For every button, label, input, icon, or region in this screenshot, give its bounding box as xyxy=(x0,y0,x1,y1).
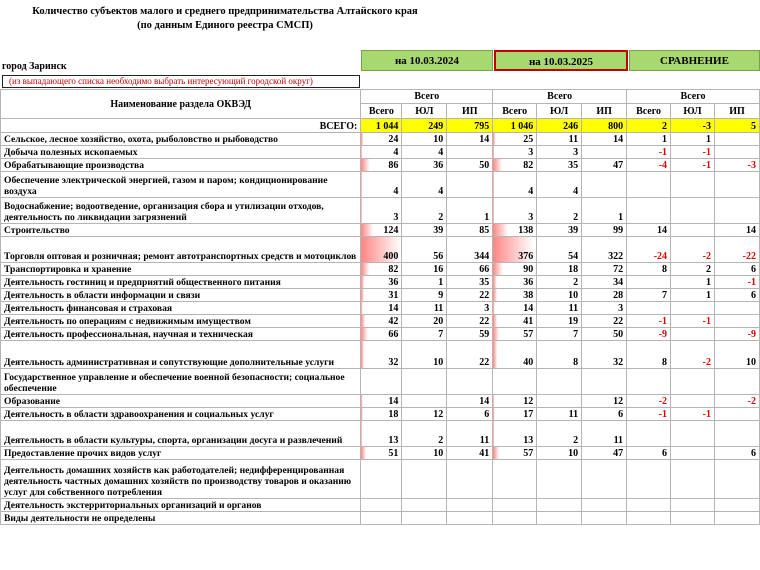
total-cell: 5 xyxy=(714,119,759,133)
value-cell: -1 xyxy=(627,315,671,328)
value-cell: -1 xyxy=(671,146,715,159)
value-cell: 6 xyxy=(627,447,671,460)
value-cell: 3 xyxy=(361,198,402,224)
table-row xyxy=(1,289,760,302)
value-cell: -2 xyxy=(671,341,715,369)
value-cell xyxy=(714,421,759,447)
value-cell: 4 xyxy=(537,172,582,198)
value-cell: 34 xyxy=(582,276,627,289)
value-cell: 57 xyxy=(493,447,537,460)
value-cell: 90 xyxy=(493,263,537,276)
okved-section-name: Строительство xyxy=(1,224,361,237)
value-cell xyxy=(671,369,715,395)
table-row xyxy=(1,395,760,408)
value-cell xyxy=(714,198,759,224)
value-cell: 4 xyxy=(402,146,447,159)
value-cell xyxy=(402,512,447,525)
value-cell: 12 xyxy=(493,395,537,408)
table-row xyxy=(1,369,760,395)
value-cell: 66 xyxy=(447,263,493,276)
value-cell: 31 xyxy=(361,289,402,302)
okved-section-name: Обрабатывающие производства xyxy=(1,159,361,172)
value-cell: -3 xyxy=(714,159,759,172)
table-row xyxy=(1,198,760,224)
value-cell: -2 xyxy=(714,395,759,408)
value-cell xyxy=(627,369,671,395)
value-cell: 32 xyxy=(582,341,627,369)
value-cell xyxy=(582,499,627,512)
value-cell xyxy=(447,172,493,198)
okved-section-name: Деятельность по операциям с недвижимым имуществом xyxy=(1,315,361,328)
value-cell: 54 xyxy=(537,237,582,263)
value-cell xyxy=(493,369,537,395)
value-cell: 2 xyxy=(402,421,447,447)
table-row xyxy=(1,460,760,499)
value-cell: 2 xyxy=(537,276,582,289)
value-cell xyxy=(447,460,493,499)
value-cell: -1 xyxy=(627,146,671,159)
okved-section-name: Деятельность административная и сопутствующие дополнительные услуги xyxy=(1,341,361,369)
value-cell xyxy=(582,146,627,159)
value-cell: -9 xyxy=(714,328,759,341)
value-cell: 10 xyxy=(537,289,582,302)
value-cell xyxy=(714,369,759,395)
value-cell: 47 xyxy=(582,447,627,460)
value-cell xyxy=(714,499,759,512)
value-cell: 322 xyxy=(582,237,627,263)
value-cell: 11 xyxy=(537,133,582,146)
value-cell: -2 xyxy=(671,237,715,263)
value-cell: 22 xyxy=(582,315,627,328)
value-cell xyxy=(714,315,759,328)
value-cell: -4 xyxy=(627,159,671,172)
sub-header: ЮЛ xyxy=(537,104,582,119)
value-cell: 13 xyxy=(361,421,402,447)
value-cell: 14 xyxy=(714,224,759,237)
city-hint: (из выпадающего списка необходимо выбрать интересующий городской округ) xyxy=(2,75,360,88)
value-cell: -1 xyxy=(671,408,715,421)
value-cell xyxy=(671,172,715,198)
value-cell: 6 xyxy=(714,447,759,460)
value-cell: 3 xyxy=(493,198,537,224)
value-cell: -22 xyxy=(714,237,759,263)
report-title: Количество субъектов малого и среднего предпринимательства Алтайского края xyxy=(32,6,418,17)
value-cell xyxy=(361,460,402,499)
value-cell: 8 xyxy=(537,341,582,369)
value-cell xyxy=(537,512,582,525)
value-cell: -1 xyxy=(714,276,759,289)
okved-section-name: Деятельность гостиниц и предприятий общественного питания xyxy=(1,276,361,289)
group-header-2025: Всего xyxy=(493,90,627,104)
value-cell: 10 xyxy=(402,341,447,369)
value-cell: 41 xyxy=(493,315,537,328)
table-row xyxy=(1,302,760,315)
table-row xyxy=(1,447,760,460)
value-cell xyxy=(627,499,671,512)
sub-header: Всего xyxy=(493,104,537,119)
value-cell: 344 xyxy=(447,237,493,263)
value-cell: 57 xyxy=(493,328,537,341)
value-cell xyxy=(537,369,582,395)
value-cell xyxy=(493,499,537,512)
value-cell: 82 xyxy=(493,159,537,172)
value-cell xyxy=(671,499,715,512)
sub-header: ИП xyxy=(714,104,759,119)
okved-section-name: Виды деятельности не определены xyxy=(1,512,361,525)
okved-section-name: Деятельность домашних хозяйств как работодателей; недифференцированная деятельность частных домашних хозяйств по производству товаров и оказанию услуг для собственного потребления xyxy=(1,460,361,499)
value-cell xyxy=(447,146,493,159)
value-cell xyxy=(447,499,493,512)
value-cell: 1 xyxy=(671,289,715,302)
value-cell: 40 xyxy=(493,341,537,369)
value-cell xyxy=(537,395,582,408)
value-cell: -1 xyxy=(671,159,715,172)
table-row xyxy=(1,224,760,237)
value-cell: 8 xyxy=(627,341,671,369)
value-cell xyxy=(537,460,582,499)
value-cell: 85 xyxy=(447,224,493,237)
value-cell: 1 xyxy=(671,133,715,146)
sub-header: ЮЛ xyxy=(671,104,715,119)
value-cell xyxy=(493,460,537,499)
value-cell xyxy=(402,460,447,499)
value-cell xyxy=(447,512,493,525)
value-cell xyxy=(361,512,402,525)
value-cell: 99 xyxy=(582,224,627,237)
value-cell xyxy=(447,369,493,395)
value-cell xyxy=(714,460,759,499)
okved-section-name: Торговля оптовая и розничная; ремонт автотранспортных средств и мотоциклов xyxy=(1,237,361,263)
okved-section-name: Деятельность в области информации и связи xyxy=(1,289,361,302)
value-cell: 50 xyxy=(447,159,493,172)
value-cell: 2 xyxy=(537,421,582,447)
value-cell: 3 xyxy=(582,302,627,315)
okved-section-name: Деятельность экстерриториальных организаций и органов xyxy=(1,499,361,512)
value-cell: 6 xyxy=(447,408,493,421)
value-cell: -1 xyxy=(627,408,671,421)
value-cell: 2 xyxy=(537,198,582,224)
sub-header: Всего xyxy=(627,104,671,119)
table-row xyxy=(1,328,760,341)
value-cell xyxy=(671,224,715,237)
value-cell: 11 xyxy=(537,302,582,315)
value-cell: 39 xyxy=(402,224,447,237)
value-cell: 14 xyxy=(582,133,627,146)
value-cell: 14 xyxy=(361,302,402,315)
value-cell: 32 xyxy=(361,341,402,369)
value-cell: 1 xyxy=(447,198,493,224)
value-cell: 11 xyxy=(537,408,582,421)
value-cell: 28 xyxy=(582,289,627,302)
value-cell: 22 xyxy=(447,341,493,369)
total-label: ВСЕГО: xyxy=(1,119,361,133)
sub-header: ИП xyxy=(582,104,627,119)
value-cell xyxy=(582,512,627,525)
value-cell xyxy=(671,302,715,315)
okved-section-name: Добыча полезных ископаемых xyxy=(1,146,361,159)
value-cell: 4 xyxy=(402,172,447,198)
value-cell: 35 xyxy=(447,276,493,289)
okved-section-name: Водоснабжение; водоотведение, организация сбора и утилизации отходов, деятельность по ликвидации загрязнений xyxy=(1,198,361,224)
okved-section-name: Предоставление прочих видов услуг xyxy=(1,447,361,460)
value-cell: 11 xyxy=(402,302,447,315)
value-cell: 14 xyxy=(447,395,493,408)
value-cell: 22 xyxy=(447,289,493,302)
value-cell xyxy=(671,395,715,408)
value-cell xyxy=(714,146,759,159)
table-row xyxy=(1,408,760,421)
table-row xyxy=(1,512,760,525)
value-cell: 56 xyxy=(402,237,447,263)
value-cell: 3 xyxy=(493,146,537,159)
value-cell: 25 xyxy=(493,133,537,146)
value-cell xyxy=(402,369,447,395)
value-cell: 17 xyxy=(493,408,537,421)
value-cell xyxy=(537,499,582,512)
value-cell xyxy=(627,198,671,224)
table-row xyxy=(1,159,760,172)
value-cell xyxy=(714,133,759,146)
value-cell: 1 xyxy=(627,133,671,146)
value-cell: 36 xyxy=(493,276,537,289)
value-cell: 6 xyxy=(714,289,759,302)
value-cell: 7 xyxy=(402,328,447,341)
value-cell: 86 xyxy=(361,159,402,172)
value-cell: 10 xyxy=(537,447,582,460)
value-cell: 51 xyxy=(361,447,402,460)
value-cell: 9 xyxy=(402,289,447,302)
value-cell: 36 xyxy=(361,276,402,289)
value-cell: 1 xyxy=(582,198,627,224)
value-cell: 18 xyxy=(537,263,582,276)
value-cell: 8 xyxy=(627,263,671,276)
okved-section-name: Деятельность профессиональная, научная и техническая xyxy=(1,328,361,341)
value-cell xyxy=(627,512,671,525)
value-cell: 2 xyxy=(671,263,715,276)
sub-header: ЮЛ xyxy=(402,104,447,119)
table-row xyxy=(1,237,760,263)
value-cell: 7 xyxy=(537,328,582,341)
value-cell: 38 xyxy=(493,289,537,302)
value-cell xyxy=(582,460,627,499)
value-cell: 10 xyxy=(402,447,447,460)
value-cell: 12 xyxy=(402,408,447,421)
value-cell: 376 xyxy=(493,237,537,263)
value-cell xyxy=(671,328,715,341)
value-cell: 14 xyxy=(493,302,537,315)
table-row xyxy=(1,499,760,512)
total-cell: 1 044 xyxy=(361,119,402,133)
table-row xyxy=(1,341,760,369)
value-cell: 22 xyxy=(447,315,493,328)
value-cell: 36 xyxy=(402,159,447,172)
value-cell xyxy=(671,512,715,525)
value-cell: 66 xyxy=(361,328,402,341)
table-row xyxy=(1,146,760,159)
value-cell: 47 xyxy=(582,159,627,172)
value-cell: 6 xyxy=(714,263,759,276)
value-cell: 1 xyxy=(671,276,715,289)
total-cell: -3 xyxy=(671,119,715,133)
value-cell: -2 xyxy=(627,395,671,408)
value-cell: 2 xyxy=(402,198,447,224)
value-cell xyxy=(671,460,715,499)
value-cell xyxy=(671,421,715,447)
value-cell: -9 xyxy=(627,328,671,341)
value-cell xyxy=(582,369,627,395)
value-cell: 16 xyxy=(402,263,447,276)
okved-section-name: Образование xyxy=(1,395,361,408)
table-row xyxy=(1,421,760,447)
value-cell: -24 xyxy=(627,237,671,263)
value-cell: 14 xyxy=(627,224,671,237)
value-cell: 19 xyxy=(537,315,582,328)
value-cell xyxy=(627,460,671,499)
section-header: Наименование раздела ОКВЭД xyxy=(1,90,361,119)
value-cell: 1 xyxy=(402,276,447,289)
sub-header: Всего xyxy=(361,104,402,119)
okved-section-name: Государственное управление и обеспечение военной безопасности; социальное обеспечение xyxy=(1,369,361,395)
value-cell: 72 xyxy=(582,263,627,276)
comparison-header: СРАВНЕНИЕ xyxy=(629,50,760,71)
value-cell: 11 xyxy=(582,421,627,447)
value-cell: 12 xyxy=(582,395,627,408)
group-header-compare: Всего xyxy=(627,90,760,104)
okved-section-name: Деятельность финансовая и страховая xyxy=(1,302,361,315)
value-cell: 124 xyxy=(361,224,402,237)
okved-section-name: Сельское, лесное хозяйство, охота, рыболовство и рыбоводство xyxy=(1,133,361,146)
total-cell: 1 046 xyxy=(493,119,537,133)
value-cell: 10 xyxy=(402,133,447,146)
value-cell xyxy=(627,276,671,289)
city-dropdown[interactable]: город Заринск xyxy=(2,61,67,72)
value-cell: 400 xyxy=(361,237,402,263)
okved-section-name: Деятельность в области культуры, спорта, организации досуга и развлечений xyxy=(1,421,361,447)
value-cell: 14 xyxy=(361,395,402,408)
date-2024-header: на 10.03.2024 xyxy=(361,50,493,71)
total-cell: 795 xyxy=(447,119,493,133)
value-cell: 4 xyxy=(493,172,537,198)
value-cell xyxy=(671,198,715,224)
value-cell: 3 xyxy=(447,302,493,315)
total-cell: 800 xyxy=(582,119,627,133)
value-cell xyxy=(714,512,759,525)
value-cell xyxy=(361,499,402,512)
group-header-2024: Всего xyxy=(361,90,493,104)
value-cell xyxy=(627,421,671,447)
value-cell: 11 xyxy=(447,421,493,447)
value-cell: 41 xyxy=(447,447,493,460)
value-cell xyxy=(402,395,447,408)
value-cell xyxy=(714,408,759,421)
value-cell xyxy=(361,369,402,395)
value-cell xyxy=(714,172,759,198)
total-cell: 2 xyxy=(627,119,671,133)
value-cell: 13 xyxy=(493,421,537,447)
okved-section-name: Деятельность в области здравоохранения и социальных услуг xyxy=(1,408,361,421)
value-cell xyxy=(627,172,671,198)
table-row xyxy=(1,172,760,198)
table-row xyxy=(1,315,760,328)
value-cell xyxy=(493,512,537,525)
value-cell: 82 xyxy=(361,263,402,276)
value-cell: 10 xyxy=(714,341,759,369)
value-cell xyxy=(714,302,759,315)
okved-section-name: Транспортировка и хранение xyxy=(1,263,361,276)
value-cell: 4 xyxy=(361,146,402,159)
value-cell: 3 xyxy=(537,146,582,159)
value-cell: 20 xyxy=(402,315,447,328)
report-subtitle: (по данным Единого реестра СМСП) xyxy=(137,20,313,31)
date-2025-header: на 10.03.2025 xyxy=(494,50,628,71)
value-cell xyxy=(671,447,715,460)
value-cell: 42 xyxy=(361,315,402,328)
table-row xyxy=(1,133,760,146)
okved-section-name: Обеспечение электрической энергией, газом и паром; кондиционирование воздуха xyxy=(1,172,361,198)
table-row xyxy=(1,276,760,289)
okved-table xyxy=(0,89,760,525)
value-cell: 39 xyxy=(537,224,582,237)
total-cell: 249 xyxy=(402,119,447,133)
value-cell: 18 xyxy=(361,408,402,421)
value-cell: 6 xyxy=(582,408,627,421)
value-cell xyxy=(582,172,627,198)
sub-header: ИП xyxy=(447,104,493,119)
value-cell xyxy=(402,499,447,512)
table-row xyxy=(1,263,760,276)
value-cell: 4 xyxy=(361,172,402,198)
total-cell: 246 xyxy=(537,119,582,133)
value-cell: 59 xyxy=(447,328,493,341)
value-cell: 35 xyxy=(537,159,582,172)
value-cell: 7 xyxy=(627,289,671,302)
value-cell: 24 xyxy=(361,133,402,146)
value-cell: -1 xyxy=(671,315,715,328)
value-cell: 138 xyxy=(493,224,537,237)
value-cell: 14 xyxy=(447,133,493,146)
value-cell xyxy=(627,302,671,315)
value-cell: 50 xyxy=(582,328,627,341)
